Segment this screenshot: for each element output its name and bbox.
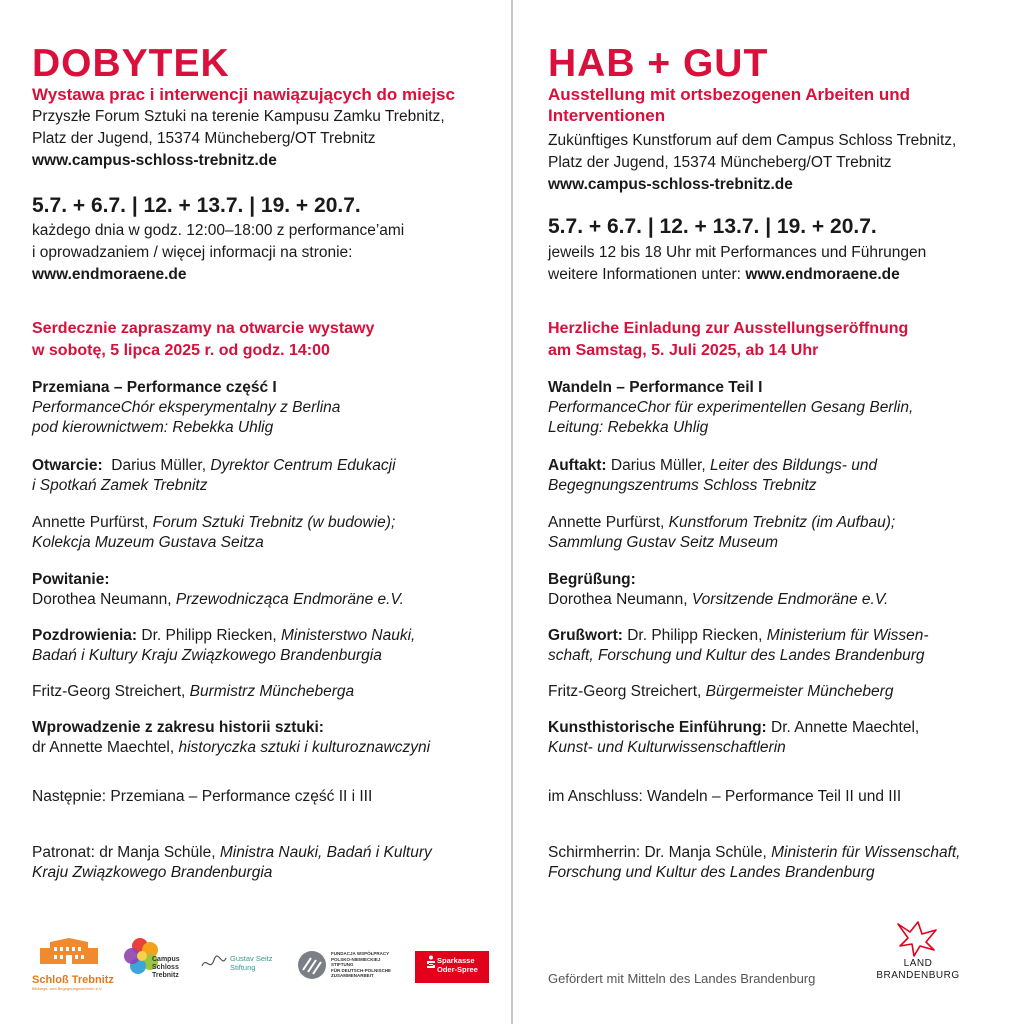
pl-mayor: Fritz-Georg Streichert, Burmistrz Müncheberga [32,683,355,700]
de-opening: Auftakt: Darius Müller, Leiter des Bildungs- und Begegnungszentrums Schloss Trebnitz [548,457,878,494]
de-performance-1: Wandeln – Performance Teil I PerformanceChor für experimentellen Gesang Berlin, Leitung: Rebekka Uhlig [548,379,914,436]
pl-greetings: Pozdrowienia: Dr. Philipp Riecken, Ministerstwo Nauki, Badań i Kultury Kraju Związkowego Brandenburgia [32,627,416,664]
gustav-seitz-stiftung-logo: Gustav Seitz Stiftung [200,952,280,982]
land-brandenburg-logo: LAND BRANDENBURG [868,918,968,988]
fwpn-circle-icon [297,950,327,980]
sparkasse-logo: Sparkasse Oder-Spree [415,951,489,983]
de-mayor: Fritz-Georg Streichert, Bürgermeister Müncheberg [548,683,894,700]
pl-next: Następnie: Przemiana – Performance część II i III [32,788,373,805]
pl-title: DOBYTEK [32,42,230,85]
de-endmoraene-link[interactable]: www.endmoraene.de [745,266,900,283]
pl-dates: 5.7. + 6.7. | 12. + 13.7. | 19. + 20.7. [32,194,361,217]
polish-column [32,0,500,1024]
seitz-signature-icon [200,952,228,974]
pl-patronage: Patronat: dr Manja Schüle, Ministra Nauki, Badań i Kultury Kraju Związkowego Brandenburgia [32,844,432,881]
brandenburg-eagle-icon [868,918,968,958]
german-column [548,0,1018,1024]
schloss-trebnitz-logo: Schloß Trebnitz Bildungs- und Begegnungszentrum e.V. [32,938,106,986]
pl-endmoraene-link[interactable]: www.endmoraene.de [32,266,187,283]
de-address: Zukünftiges Kunstforum auf dem Campus Schloss Trebnitz, Platz der Jugend, 15374 Müncheberg/OT Trebnitz www.campus-schloss-trebnitz.de [548,130,956,196]
pl-opening: Otwarcie: Darius Müller, Dyrektor Centrum Edukacji i Spotkań Zamek Trebnitz [32,457,396,494]
funding-note: Gefördert mit Mitteln des Landes Brandenburg [548,971,816,986]
pl-dates-info: każdego dnia w godz. 12:00–18:00 z performance’ami i oprowadzaniem / więcej informacji na stronie: www.endmoraene.de [32,220,404,286]
pl-purfuerst: Annette Purfürst, Forum Sztuki Trebnitz (w budowie); Kolekcja Muzeum Gustava Seitza [32,514,396,551]
column-divider [511,0,513,1024]
de-purfuerst: Annette Purfürst, Kunstforum Trebnitz (im Aufbau); Sammlung Gustav Seitz Museum [548,514,896,551]
de-dates: 5.7. + 6.7. | 12. + 13.7. | 19. + 20.7. [548,215,877,238]
de-greetings: Grußwort: Dr. Philipp Riecken, Ministerium für Wissen- schaft, Forschung und Kultur des Landes Brandenburg [548,627,929,664]
pl-subtitle: Wystawa prac i interwencji nawiązujących do miejsc [32,85,455,104]
pl-website-link[interactable]: www.campus-schloss-trebnitz.de [32,152,277,169]
fwpn-foundation-logo: FUNDACJA WSPÓŁPRACY POLSKO-NIEMIECKIEJ STIFTUNG FÜR DEUTSCH-POLNISCHE ZUSAMMENARBEIT [297,950,407,984]
de-introduction: Kunsthistorische Einführung: Dr. Annette Maechtel, Kunst- und Kulturwissenschaftlerin [548,719,920,756]
de-title: HAB + GUT [548,42,769,85]
schloss-building-icon [32,938,106,968]
sparkasse-s-icon [425,955,437,969]
pl-performance-1: Przemiana – Performance część I PerformanceChór eksperymentalny z Berlina pod kierownictwem: Rebekka Uhlig [32,379,341,436]
pl-welcome: Powitanie: Dorothea Neumann, Przewodnicząca Endmoräne e.V. [32,571,404,608]
de-welcome: Begrüßung: Dorothea Neumann, Vorsitzende Endmoräne e.V. [548,571,889,608]
de-patronage: Schirmherrin: Dr. Manja Schüle, Ministerin für Wissenschaft, Forschung und Kultur des Landes Brandenburg [548,844,961,881]
de-dates-info: jeweils 12 bis 18 Uhr mit Performances und Führungen weitere Informationen unter: www.endmoraene.de [548,244,927,283]
pl-introduction: Wprowadzenie z zakresu historii sztuki: dr Annette Maechtel, historyczka sztuki i kulturoznawczyni [32,719,431,756]
pl-address: Przyszłe Forum Sztuki na terenie Kampusu Zamku Trebnitz, Platz der Jugend, 15374 Müncheberg/OT Trebnitz www.campus-schloss-trebnitz.de [32,106,445,172]
de-subtitle: Ausstellung mit ortsbezogenen Arbeiten und Interventionen [548,85,911,125]
de-invitation: Herzliche Einladung zur Ausstellungseröffnung am Samstag, 5. Juli 2025, ab 14 Uhr [548,320,909,359]
de-website-link[interactable]: www.campus-schloss-trebnitz.de [548,176,793,193]
campus-schloss-trebnitz-logo: Campus Schloss Trebnitz [124,936,188,986]
pl-invitation: Serdecznie zapraszamy na otwarcie wystawy w sobotę, 5 lipca 2025 r. od godz. 14:00 [32,320,375,359]
de-next: im Anschluss: Wandeln – Performance Teil II und III [548,788,902,805]
